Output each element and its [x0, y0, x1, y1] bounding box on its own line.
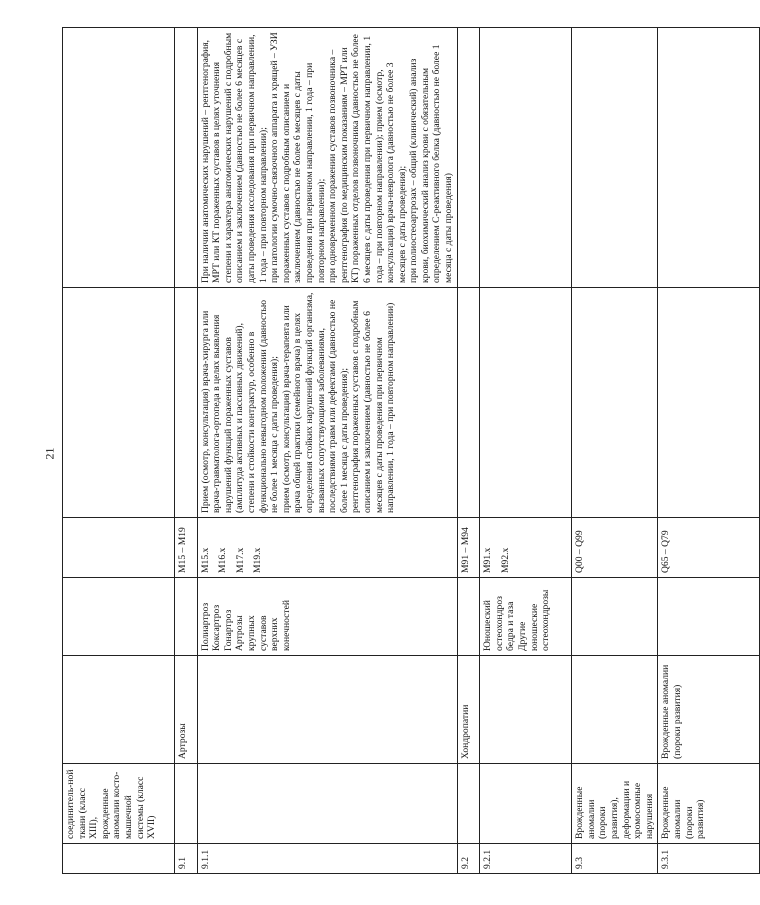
- subgroup-cell: [63, 656, 175, 764]
- subgroup-cell: Хондропатии: [457, 656, 480, 764]
- row-number: 9.3: [572, 844, 658, 874]
- code-text: M19.x: [252, 547, 264, 573]
- condition-cell: Полиартроз Коксартроз Гонартроз Артрозы крупных суставов верхних конечностей: [197, 578, 457, 656]
- condition-cell: Юношеский остеохондроз бедра и таза Другие юношеские остеохондрозы: [480, 578, 572, 656]
- instrumental-text: при полиостеоартрозах – общий (клинический) анализ крови, биохимический анализ крови с обязательным определением С-реактивного белка (давностью не более 1 месяца с даты проведения): [408, 44, 455, 283]
- page-number: 21: [42, 447, 57, 460]
- specialist-cell: [457, 288, 480, 518]
- code-text: M92.x: [499, 547, 511, 573]
- table-row: [457, 28, 480, 874]
- instrumental-text: При наличии анатомических нарушений – рентгенография, МРТ или КТ пораженных суставов в целях уточнения степени и характера анатомических нарушений с подробным описанием и заключением (давностью не более 6 месяцев с даты проведения исследования при первичном направлении, 1 года – при повторном направлении);: [199, 32, 269, 283]
- code-cell: [197, 518, 457, 578]
- instrumental-text: при одновременном поражении суставов позвоночника – рентгенография (по медицинским показаниям – МРТ или КТ) пораженных отделов позвоночника (давностью не более 6 месяцев с даты проведения при первичном направлении, 1 года – при повторном направлении); прием (осмотр, консультация) врача-невролога (давностью не более 3 месяцев с даты проведения);: [327, 34, 408, 283]
- group-cell: [197, 764, 457, 844]
- row-number: 9.1: [175, 844, 198, 874]
- specialist-cell: [175, 288, 198, 518]
- code-text: Q00 – Q99: [574, 530, 586, 573]
- row-number: 9.1.1: [197, 844, 457, 874]
- instrumental-cell: [175, 28, 198, 288]
- group-cell: Врожденные аномалии (пороки развития): [658, 764, 760, 844]
- specialist-text: Прием (осмотр, консультация) врача-хирурга или врача-травматолога-ортопеда в целях выявления нарушений функций пораженных суставов (амплитуда активных и пассивных движений), степени и стойкости контрактур, особенно в функционально невыгодном положении (давностью не более 1 месяца с даты проведения);: [199, 299, 281, 513]
- row-number: 9.2: [457, 844, 480, 874]
- subgroup-cell: Артрозы: [175, 656, 198, 764]
- table-row: [175, 28, 198, 874]
- row-number: [63, 844, 175, 874]
- code-text: Q65 – Q79: [660, 530, 672, 573]
- code-text: M91.x: [482, 547, 494, 573]
- code-cell: [480, 518, 572, 578]
- specialist-text: рентгенография пораженных суставов с подробным описанием и заключением (давностью не более 6 месяцев с даты проведения при первичном направлении, 1 года – при повторном направлении): [350, 300, 397, 513]
- row-number: 9.2.1: [480, 844, 572, 874]
- specialist-cell: [63, 288, 175, 518]
- code-cell: [457, 518, 480, 578]
- table-row: [63, 28, 175, 874]
- group-cell: [457, 764, 480, 844]
- code-text: M17.x: [234, 547, 246, 573]
- row-number: 9.3.1: [658, 844, 760, 874]
- group-cell: [480, 764, 572, 844]
- specialist-cell: [658, 288, 760, 518]
- specialist-cell: [480, 288, 572, 518]
- subgroup-cell: Врожденные аномалии (пороки развития): [658, 656, 760, 764]
- table-row: [658, 28, 760, 874]
- code-text: M16.x: [217, 547, 229, 573]
- code-cell: [63, 518, 175, 578]
- specialist-cell: [572, 288, 658, 518]
- subgroup-cell: [572, 656, 658, 764]
- instrumental-cell: [457, 28, 480, 288]
- instrumental-cell: [658, 28, 760, 288]
- subgroup-cell: [197, 656, 457, 764]
- condition-cell: [658, 578, 760, 656]
- condition-cell: [572, 578, 658, 656]
- condition-cell: [63, 578, 175, 656]
- instrumental-cell: [63, 28, 175, 288]
- specialist-cell: [197, 288, 457, 518]
- instrumental-cell: [480, 28, 572, 288]
- code-cell: [175, 518, 198, 578]
- table-row: [197, 28, 457, 874]
- condition-cell: [175, 578, 198, 656]
- instrumental-cell: [572, 28, 658, 288]
- instrumental-cell: [197, 28, 457, 288]
- code-cell: [572, 518, 658, 578]
- code-cell: [658, 518, 760, 578]
- table-row: [572, 28, 658, 874]
- condition-cell: [457, 578, 480, 656]
- instrumental-text: при патологии сумочно-связочного аппарата и хрящей – УЗИ пораженных суставов с подробным описанием и заключением (давностью не более 6 месяцев с даты проведения при первичном направлении, 1 года – при повторном направлении);: [269, 32, 327, 283]
- table-row: [480, 28, 572, 874]
- criteria-table: [62, 27, 760, 874]
- code-text: M91 – M94: [459, 527, 471, 573]
- document-table-frame: [62, 28, 707, 874]
- group-cell: Врожденные аномалии (пороки развития), деформации и хромосомные нарушения: [572, 764, 658, 844]
- specialist-text: прием (осмотр, консультация) врача-терапевта или врача общей практики (семейного врача) в целях определения стойких нарушений функций организма, вызванных сопутствующими заболеваниями, последствиями травм или дефектами (давностью не более 1 месяца с даты проведения);: [280, 292, 350, 513]
- group-cell: соединитель-ной ткани (класс XIII), врожденные аномалии косто-мышечной системы (класс XVII): [63, 764, 175, 844]
- group-cell: [175, 764, 198, 844]
- subgroup-cell: [480, 656, 572, 764]
- code-text: M15.x: [199, 547, 211, 573]
- code-text: M15 – M19: [177, 527, 188, 573]
